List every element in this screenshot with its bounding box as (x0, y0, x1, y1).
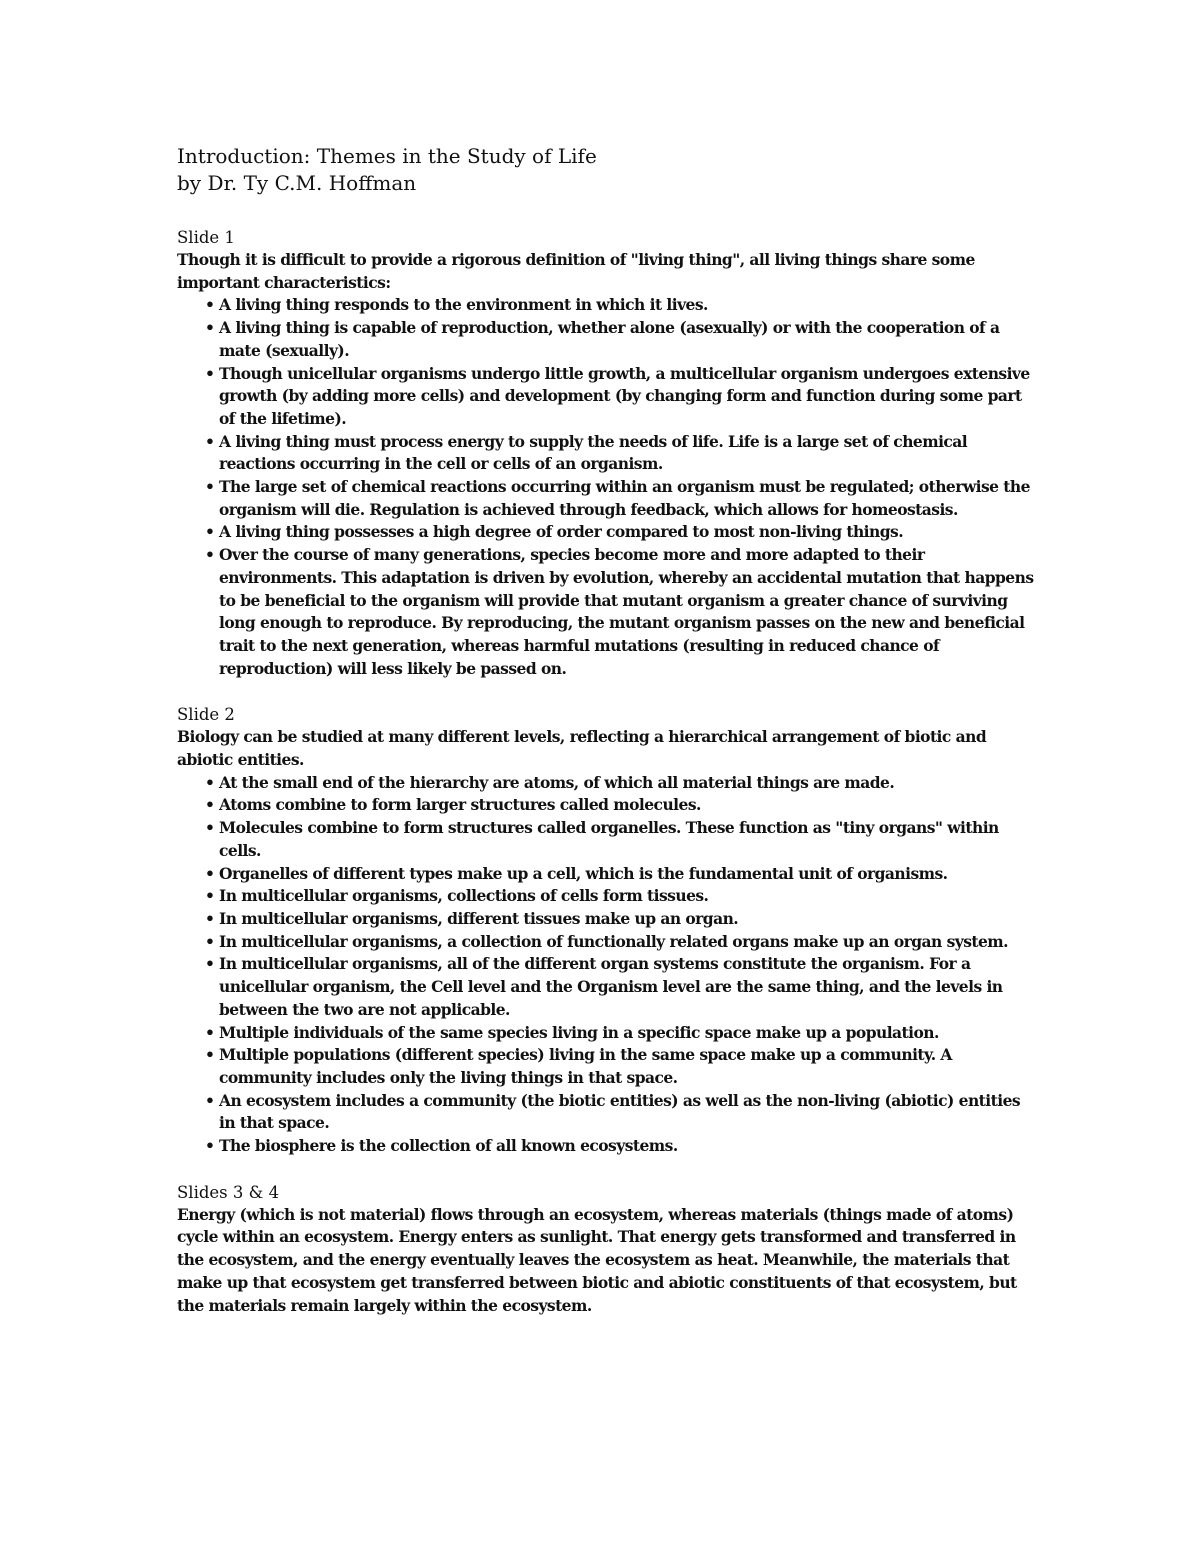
list-item: • Over the course of many generations, species become more and more adapted to their environments. This adaptation is driven by evolution, whereby an accidental mutation that happens to be beneficial to the organism will provide that mutant organism a greater chance of surviving long enough to reproduce. By reproducing, the mutant organism passes on the new and beneficial trait to the next generation, whereas harmful mutations (resulting in reduced chance of reproduction) will less likely be passed on. (219, 544, 1037, 680)
document-title: Introduction: Themes in the Study of Life (177, 144, 597, 168)
section-slides-3-4 (177, 1181, 1037, 1318)
list-item: • Multiple populations (different species) living in the same space make up a community. A community includes only the living things in that space. (219, 1044, 1037, 1089)
section-intro: Biology can be studied at many different levels, reflecting a hierarchical arrangement of biotic and abiotic entities. (177, 727, 987, 770)
section-slide-2 (177, 703, 1037, 1157)
list-item: • A living thing possesses a high degree of order compared to most non-living things. (219, 521, 1037, 544)
list-item: • In multicellular organisms, collections of cells form tissues. (219, 885, 1037, 908)
section-slide-1 (177, 226, 1037, 680)
list-item: • Atoms combine to form larger structures called molecules. (219, 794, 1037, 817)
section-heading: Slides 3 & 4 (177, 1182, 280, 1202)
document-page (177, 143, 1037, 1317)
list-item: • A living thing responds to the environment in which it lives. (219, 294, 1037, 317)
list-item: • At the small end of the hierarchy are atoms, of which all material things are made. (219, 772, 1037, 795)
list-item: • A living thing is capable of reproduction, whether alone (asexually) or with the cooperation of a mate (sexually). (219, 317, 1037, 362)
bullet-list (177, 294, 1037, 680)
list-item: • The biosphere is the collection of all known ecosystems. (219, 1135, 1037, 1158)
section-heading: Slide 1 (177, 228, 235, 247)
list-item: • In multicellular organisms, a collection of functionally related organs make up an organ system. (219, 931, 1037, 954)
list-item: • A living thing must process energy to supply the needs of life. Life is a large set of chemical reactions occurring in the cell or cells of an organism. (219, 431, 1037, 476)
list-item: • The large set of chemical reactions occurring within an organism must be regulated; otherwise the organism will die. Regulation is achieved through feedback, which allows for homeostasis. (219, 476, 1037, 521)
section-intro: Though it is difficult to provide a rigorous definition of "living thing", all living things share some important characteristics: (177, 250, 975, 292)
document-author: by Dr. Ty C.M. Hoffman (177, 171, 417, 195)
list-item: • Organelles of different types make up a cell, which is the fundamental unit of organisms. (219, 863, 1037, 886)
list-item: • An ecosystem includes a community (the biotic entities) as well as the non-living (abiotic) entities in that space. (219, 1090, 1037, 1135)
list-item: • In multicellular organisms, all of the different organ systems constitute the organism. For a unicellular organism, the Cell level and the Organism level are the same thing, and the levels in between the two are not applicable. (219, 953, 1037, 1021)
section-heading: Slide 2 (177, 705, 235, 725)
list-item: • Molecules combine to form structures called organelles. These function as "tiny organs" within cells. (219, 817, 1037, 862)
list-item: • In multicellular organisms, different tissues make up an organ. (219, 908, 1037, 931)
list-item: • Though unicellular organisms undergo little growth, a multicellular organism undergoes extensive growth (by adding more cells) and development (by changing form and function during some part of the lifetime). (219, 363, 1037, 431)
list-item: • Multiple individuals of the same species living in a specific space make up a population. (219, 1022, 1037, 1045)
section-intro: Energy (which is not material) flows through an ecosystem, whereas materials (things made of atoms) cycle within an ecosystem. Energy enters as sunlight. That energy gets transformed and transferred in the ecosystem, and the energy eventually leaves the ecosystem as heat. Meanwhile, the materials that make up that ecosystem get transferred between biotic and abiotic constituents of that ecosystem, but the materials remain largely within the ecosystem. (177, 1204, 1017, 1315)
bullet-list (177, 772, 1037, 1158)
